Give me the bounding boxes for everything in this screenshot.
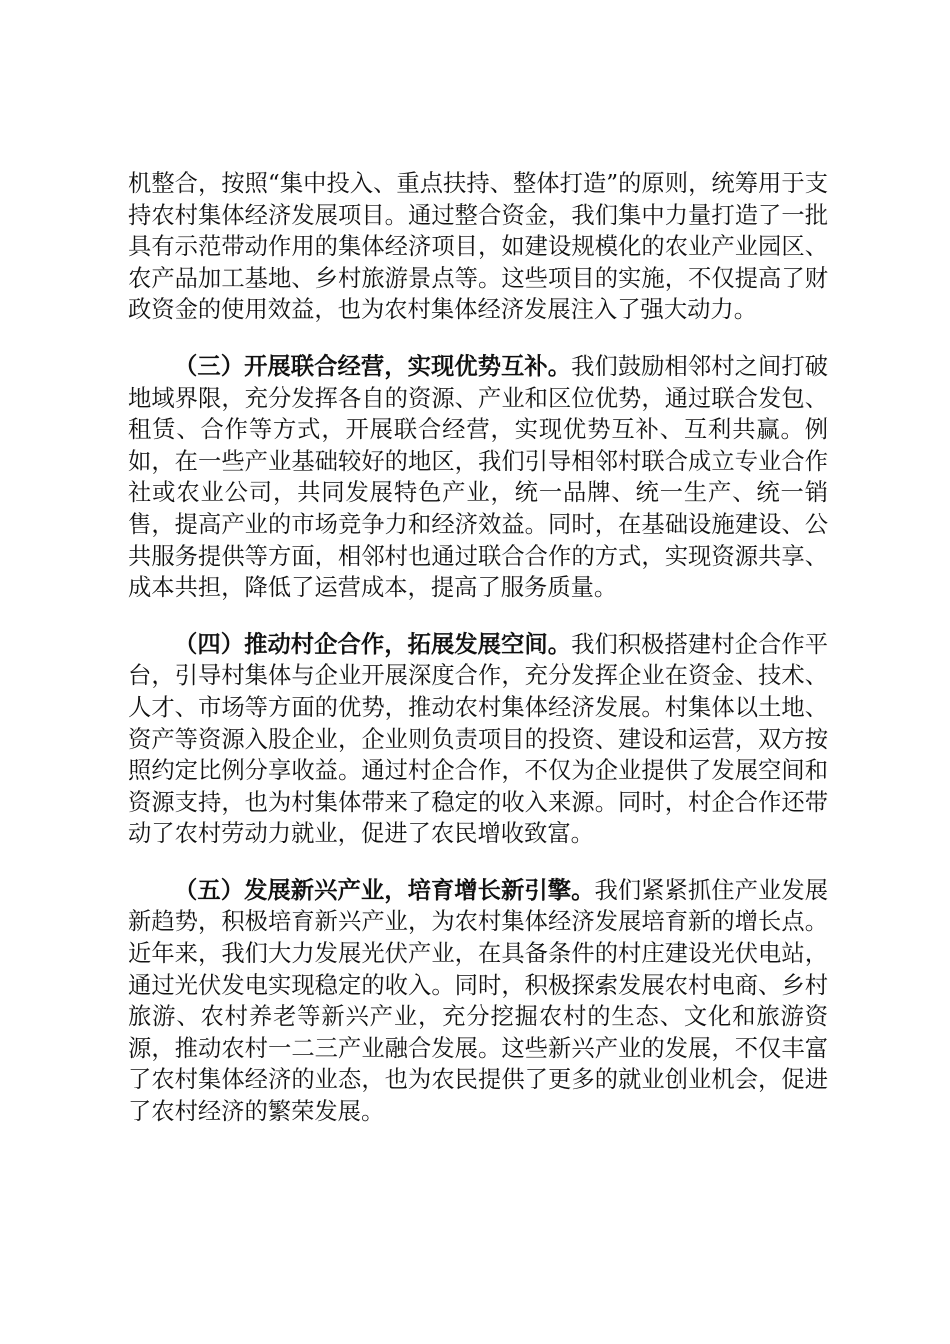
paragraph-section-3: [128, 351, 828, 604]
section-heading: （三）开展联合经营，实现优势互补。: [174, 352, 572, 380]
document-page: [128, 168, 828, 1153]
paragraph-section-5: [128, 875, 828, 1128]
section-heading: （四）推动村企合作，拓展发展空间。: [174, 630, 572, 658]
paragraph-continuation: [128, 168, 828, 326]
paragraph-body: 我们鼓励相邻村之间打破地域界限，充分发挥各自的资源、产业和区位优势，通过联合发包、租赁、合作等方式，开展联合经营，实现优势互补、互利共赢。例如，在一些产业基础较好的地区，我们引导相邻村联合成立专业合作社或农业公司，共同发展特色产业，统一品牌、统一生产、统一销售，提高产业的市场竞争力和经济效益。同时，在基础设施建设、公共服务提供等方面，相邻村也通过联合合作的方式，实现资源共享、成本共担，降低了运营成本，提高了服务质量。: [128, 352, 828, 602]
paragraph-body: 我们紧紧抓住产业发展新趋势，积极培育新兴产业，为农村集体经济发展培育新的增长点。近年来，我们大力发展光伏产业，在具备条件的村庄建设光伏电站，通过光伏发电实现稳定的收入。同时，积极探索发展农村电商、乡村旅游、农村养老等新兴产业，充分挖掘农村的生态、文化和旅游资源，推动农村一二三产业融合发展。这些新兴产业的发展，不仅丰富了农村集体经济的业态，也为农民提供了更多的就业创业机会，促进了农村经济的繁荣发展。: [128, 876, 828, 1126]
paragraph-body: 机整合，按照“集中投入、重点扶持、整体打造”的原则，统筹用于支持农村集体经济发展项目。通过整合资金，我们集中力量打造了一批具有示范带动作用的集体经济项目，如建设规模化的农业产业园区、农产品加工基地、乡村旅游景点等。这些项目的实施，不仅提高了财政资金的使用效益，也为农村集体经济发展注入了强大动力。: [128, 170, 828, 324]
paragraph-section-4: [128, 629, 828, 850]
section-heading: （五）发展新兴产业，培育增长新引擎。: [174, 876, 595, 904]
paragraph-body: 我们积极搭建村企合作平台，引导村集体与企业开展深度合作，充分发挥企业在资金、技术、人才、市场等方面的优势，推动农村集体经济发展。村集体以土地、资产等资源入股企业，企业则负责项目的投资、建设和运营，双方按照约定比例分享收益。通过村企合作，不仅为企业提供了发展空间和资源支持，也为村集体带来了稳定的收入来源。同时，村企合作还带动了农村劳动力就业，促进了农民增收致富。: [128, 630, 828, 848]
